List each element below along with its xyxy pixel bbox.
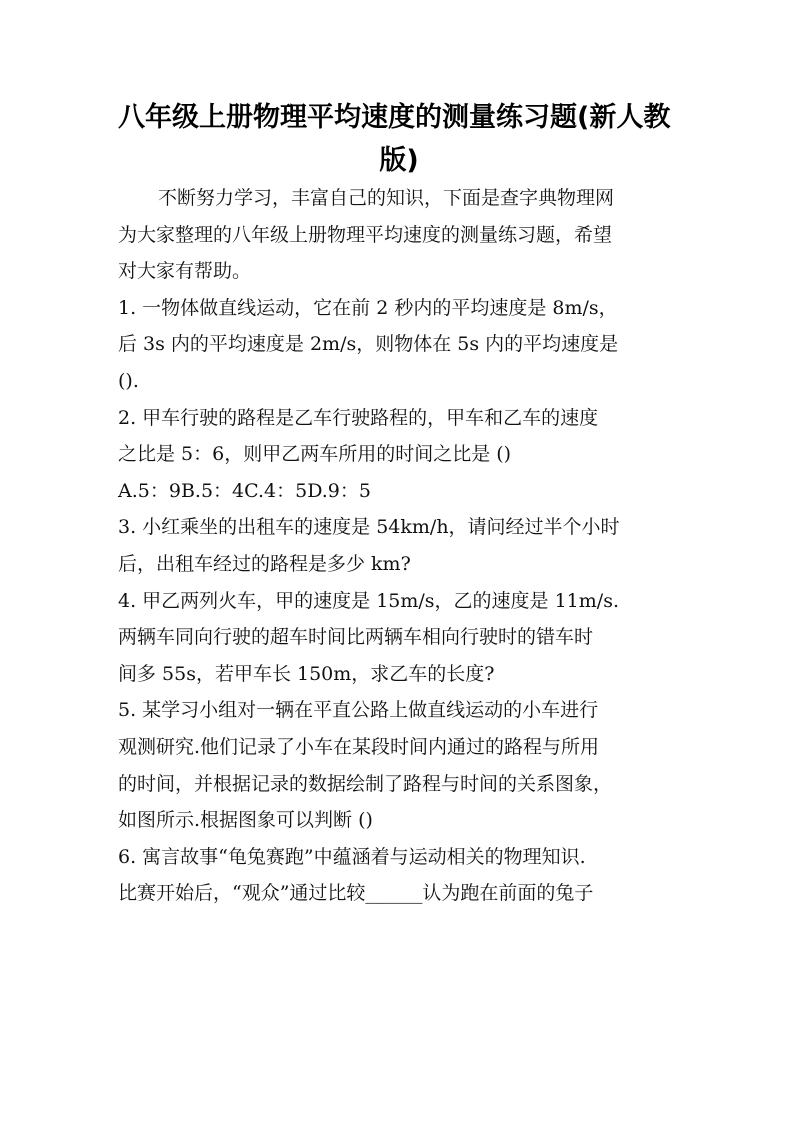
title-line: 八年级上册物理平均速度的测量练习题(新人教 (118, 102, 671, 133)
question-line: 间多 55s，若甲车长 150m，求乙车的长度? (118, 662, 495, 685)
question-line: 两辆车同向行驶的超车时间比两辆车相向行驶时的错车时 (118, 626, 594, 649)
question-line: 后 3s 内的平均速度是 2m/s，则物体在 5s 内的平均速度是 (118, 333, 619, 356)
question-line: 4. 甲乙两列火车，甲的速度是 15m/s，乙的速度是 11m/s. (118, 589, 619, 612)
question-line: 之比是 5：6，则甲乙两车所用的时间之比是 () (118, 443, 512, 466)
title-line: 版) (379, 145, 419, 176)
intro-line: 为大家整理的八年级上册物理平均速度的测量练习题，希望 (118, 223, 613, 246)
question-line: 的时间，并根据记录的数据绘制了路程与时间的关系图象， (118, 772, 613, 795)
document-title (118, 96, 680, 182)
question-line: 6. 寓言故事“龟兔赛跑”中蕴涵着与运动相关的物理知识. (118, 845, 586, 868)
document-body (118, 180, 698, 912)
options-line: A.5：9B.5：4C.4：5D.9：5 (118, 479, 371, 502)
intro-line: 对大家有帮助。 (118, 260, 252, 283)
question-line: 3. 小红乘坐的出租车的速度是 54km/h，请问经过半个小时 (118, 516, 620, 539)
intro-line: 不断努力学习，丰富自己的知识，下面是查字典物理网 (158, 187, 615, 209)
question-line: 5. 某学习小组对一辆在平直公路上做直线运动的小车进行 (118, 699, 599, 722)
question-line: 后，出租车经过的路程是多少 km? (118, 552, 411, 575)
question-line: (). (118, 369, 139, 392)
question-line: 比赛开始后，“观众”通过比较______认为跑在前面的兔子 (118, 882, 594, 905)
question-line: 观测研究.他们记录了小车在某段时间内通过的路程与所用 (118, 735, 600, 758)
question-line: 如图所示.根据图象可以判断 () (118, 809, 373, 832)
question-line: 2. 甲车行驶的路程是乙车行驶路程的，甲车和乙车的速度 (118, 406, 599, 429)
question-line: 1. 一物体做直线运动，它在前 2 秒内的平均速度是 8m/s， (118, 296, 618, 319)
